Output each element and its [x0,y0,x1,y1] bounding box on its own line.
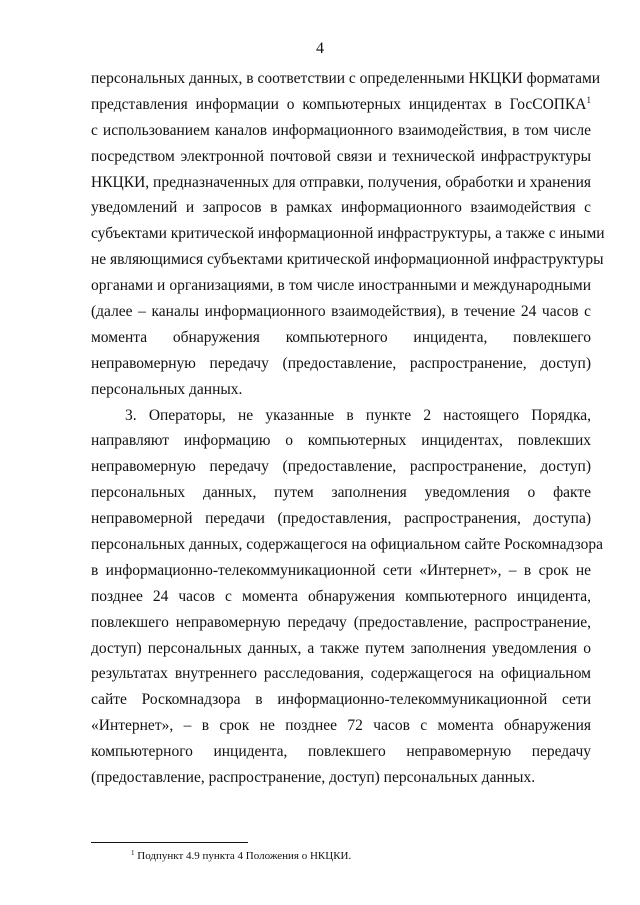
text-line: органами и организациями, в том числе иностранными и международными [91,277,591,295]
text-line: неправомерную передачу (предоставление, распространение, доступ) [91,354,591,372]
text-line: персональных данных, содержащегося на официальном сайте Роскомнадзора [91,536,604,554]
text-line: сайте Роскомнадзора в информационно-телекоммуникационной сети [91,691,591,709]
text-line: посредством электронной почтовой связи и технической инфраструктуры [91,147,591,165]
footnote-reference[interactable]: 1 [586,94,591,105]
footnote-marker: 1 [131,849,135,857]
footnote-separator [91,842,248,843]
footnote [131,849,351,863]
text-line: 3. Операторы, не указанные в пункте 2 настоящего Порядка, [125,406,591,424]
text-line: позднее 24 часов с момента обнаружения компьютерного инцидента, [91,587,591,605]
paragraph-continuation [91,66,605,403]
text-line: доступ) персональных данных, а также путем заполнения уведомления о [91,639,591,657]
text-line: уведомлений и запросов в рамках информационного взаимодействия с [91,199,591,217]
text-line: персональных данных, в соответствии с определенными НКЦКИ форматами [91,70,601,87]
text-line: момента обнаружения компьютерного инцидента, повлекшего [91,328,591,346]
footnote-text: Подпункт 4.9 пункта 4 Положения о НКЦКИ. [137,850,352,862]
text-line: персональных данных, путем заполнения уведомления о факте [91,484,591,502]
text-line: НКЦКИ, предназначенных для отправки, получения, обработки и хранения [91,173,591,191]
text-line: результатах внутреннего расследования, содержащегося на официальном [91,665,591,683]
text-line: не являющимися субъектами критической информационной инфраструктуры [91,251,604,269]
text-line-content: представления информации о компьютерных инцидентах в ГосСОПКА [91,95,587,113]
document-body [91,66,605,791]
text-line: персональных данных. [91,380,243,398]
text-line-with-footnote-ref [91,92,591,118]
page-number: 4 [316,40,324,57]
text-line: в информационно-телекоммуникационной сети «Интернет», – в срок не [91,561,591,579]
text-line: «Интернет», – в срок не позднее 72 часов с момента обнаружения [91,717,591,735]
text-line: неправомерной передачи (предоставления, распространения, доступа) [91,510,591,528]
text-line: (далее – каналы информационного взаимодействия), в течение 24 часов с [91,303,591,321]
text-line: неправомерную передачу (предоставление, распространение, доступ) [91,458,591,476]
text-line: с использованием каналов информационного взаимодействия, в том числе [91,121,591,139]
text-line: субъектами критической информационной инфраструктуры, а также с иными [91,225,605,243]
text-line: направляют информацию о компьютерных инцидентах, повлекших [91,432,591,450]
text-line: компьютерного инцидента, повлекшего неправомерную передачу [91,743,591,761]
text-line: (предоставление, распространение, доступ) персональных данных. [91,769,536,787]
text-line: повлекшего неправомерную передачу (предоставление, распространение, [91,613,591,631]
paragraph-item-3 [91,403,604,791]
